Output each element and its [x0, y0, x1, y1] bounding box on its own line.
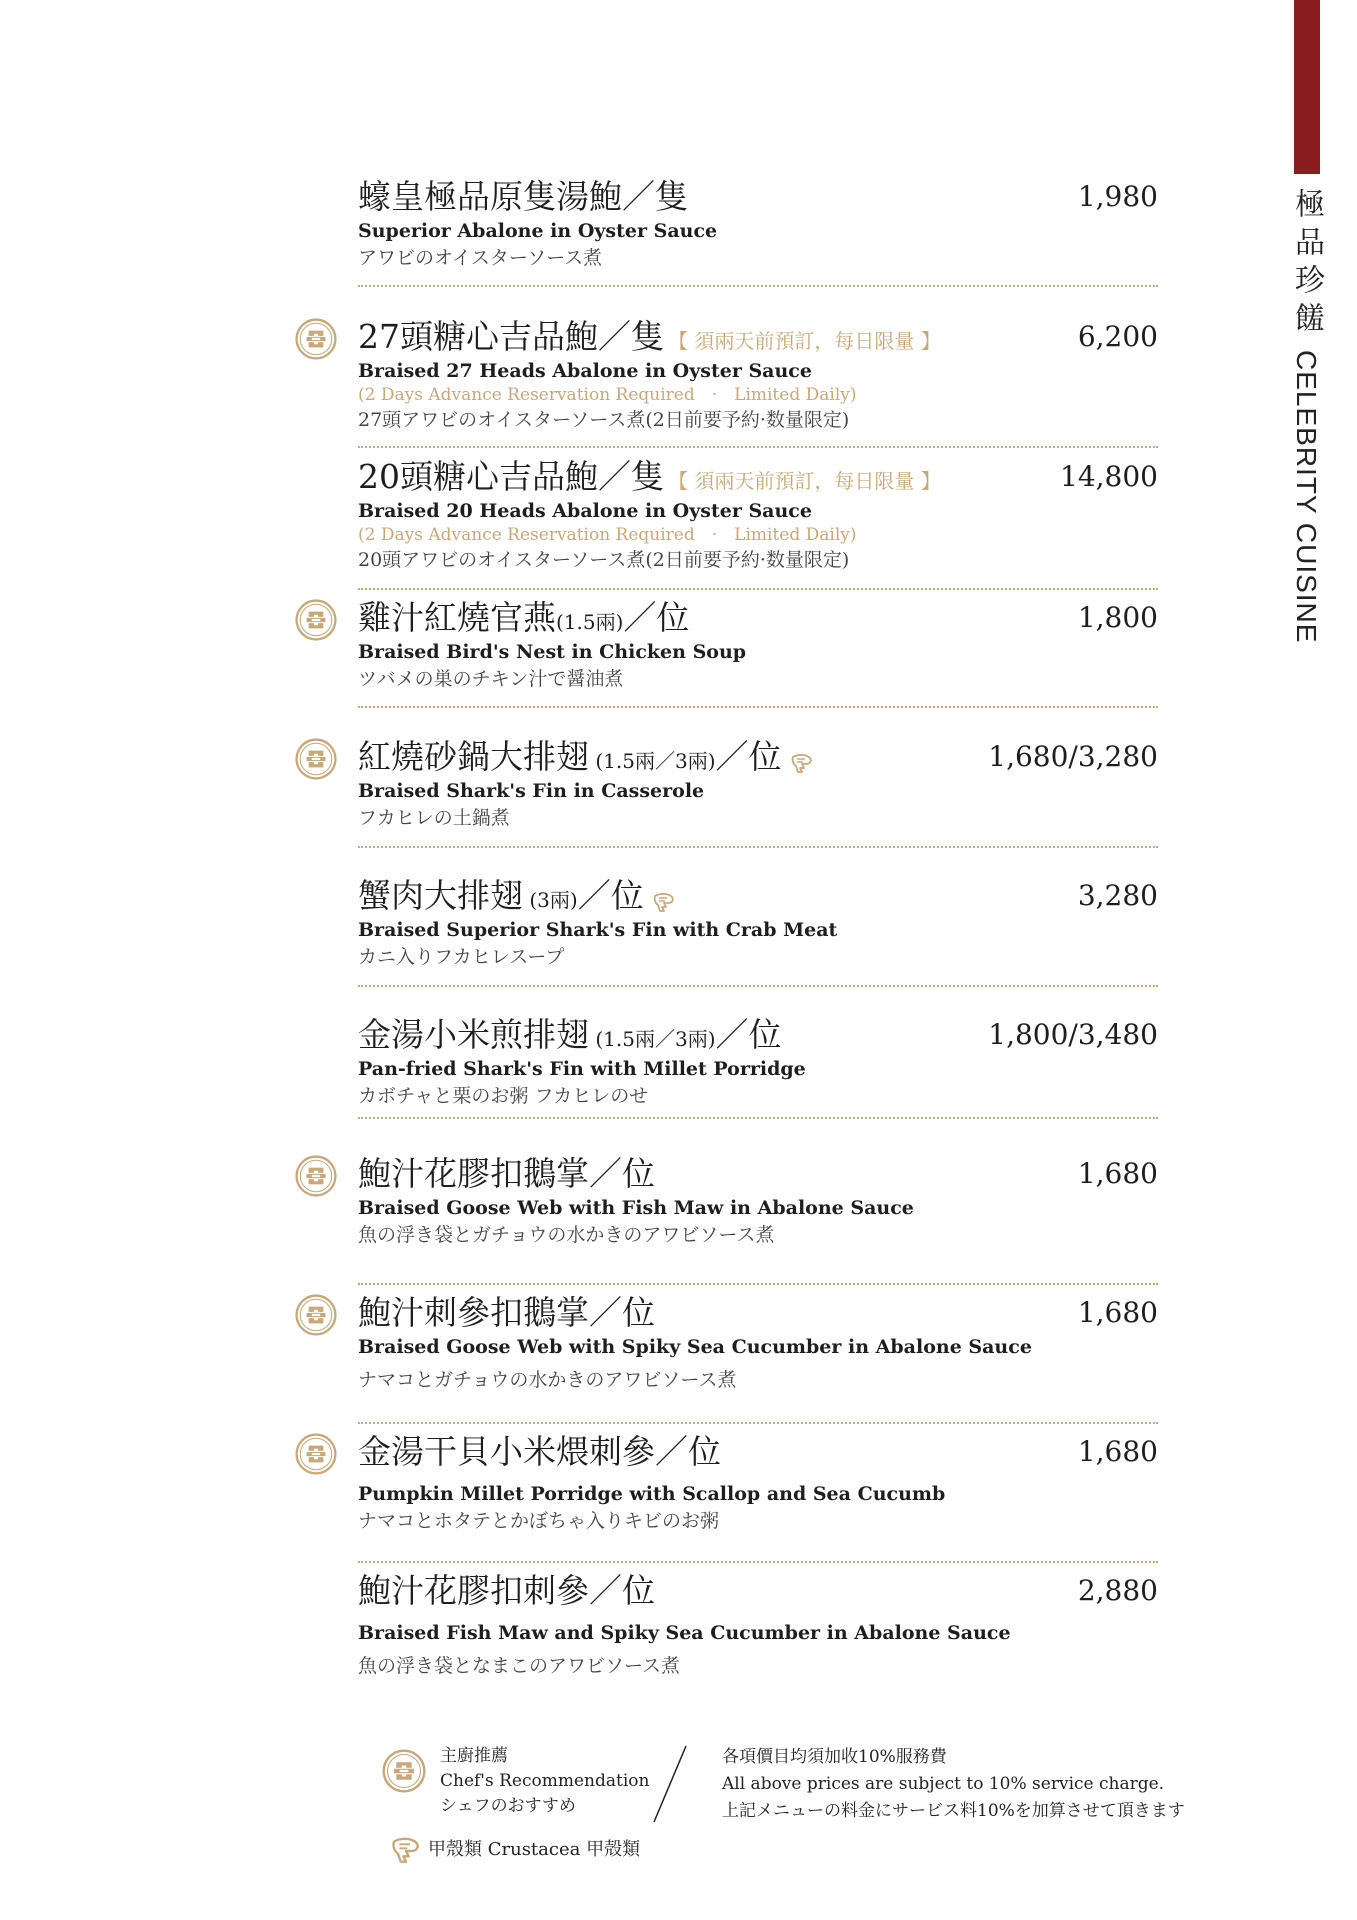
item-name-ja: カボチャと栗のお粥 フカヒレのせ [358, 1085, 649, 1107]
item-price: 2,880 [1077, 1574, 1158, 1607]
divider [358, 1117, 1158, 1119]
menu-item [358, 1014, 1158, 1110]
menu-item [358, 1292, 1158, 1394]
item-name-zh: 蠔皇極品原隻湯鮑／隻 [358, 177, 688, 216]
item-name-en: Braised 20 Heads Abalone in Oyster Sauce [358, 500, 812, 522]
item-note-en: (2 Days Advance Reservation Required · Limited Daily) [358, 525, 857, 545]
chef-recommendation-icon [295, 318, 337, 360]
item-name-zh: 金湯干貝小米煨刺參／位 [358, 1432, 721, 1471]
item-name-zh: 20頭糖心吉品鮑／隻 [358, 457, 664, 496]
item-note: 【 須兩天前預訂，每日限量 】 [668, 329, 941, 353]
menu-item [358, 316, 1158, 434]
item-price: 1,980 [1077, 180, 1158, 213]
item-price: 1,800 [1077, 601, 1158, 634]
menu-item [358, 736, 1158, 832]
item-name-en: Braised 27 Heads Abalone in Oyster Sauce [358, 360, 812, 382]
item-name-ja: カニ入りフカヒレスープ [358, 946, 565, 968]
item-name-en: Braised Fish Maw and Spiky Sea Cucumber in Abalone Sauce [358, 1622, 1011, 1644]
service-charge-zh: 各項價目均須加收10%服務費 [722, 1747, 947, 1767]
chef-recommendation-icon [295, 1433, 337, 1475]
item-name-ja: 魚の浮き袋となまこのアワビソース煮 [358, 1655, 681, 1677]
item-price: 1,680/3,280 [988, 740, 1158, 773]
item-portion: (1.5兩／3兩) [589, 749, 716, 773]
item-price: 1,800/3,480 [988, 1018, 1158, 1051]
menu-item [358, 1153, 1158, 1249]
crustacea-icon [790, 752, 814, 776]
item-name-zh: 紅燒砂鍋大排翅 [358, 737, 589, 776]
menu-item [358, 597, 1158, 693]
item-name-en: Braised Bird's Nest in Chicken Soup [358, 641, 747, 663]
item-portion: (1.5兩) [556, 610, 624, 634]
chef-recommendation-icon [295, 1294, 337, 1336]
legend-divider [650, 1744, 690, 1824]
item-price: 1,680 [1077, 1296, 1158, 1329]
chef-recommendation-icon [382, 1749, 426, 1793]
item-name-en: Pumpkin Millet Porridge with Scallop and Sea Cucumb [358, 1483, 946, 1505]
item-unit: ／位 [715, 737, 782, 776]
item-name-en: Pan-fried Shark's Fin with Millet Porridge [358, 1058, 806, 1080]
divider [358, 846, 1158, 848]
menu-item [358, 176, 1158, 272]
item-name-en: Braised Shark's Fin in Casserole [358, 780, 705, 802]
divider [358, 1422, 1158, 1424]
item-price: 14,800 [1060, 460, 1158, 493]
item-name-en: Braised Goose Web with Spiky Sea Cucumber in Abalone Sauce [358, 1336, 1032, 1358]
menu-item [358, 875, 1158, 971]
item-name-zh: 鮑汁花膠扣刺參／位 [358, 1571, 655, 1610]
item-note: 【 須兩天前預訂，每日限量 】 [668, 469, 941, 493]
divider [358, 446, 1158, 448]
chef-recommendation-icon [295, 599, 337, 641]
service-charge-note [722, 1744, 1185, 1825]
item-name-zh: 雞汁紅燒官燕 [358, 598, 556, 637]
legend-crustacea: 甲殼類 Crustacea 甲殻類 [428, 1839, 641, 1860]
menu-item [358, 1431, 1158, 1535]
menu-item [358, 456, 1158, 574]
item-unit: ／位 [715, 1015, 782, 1054]
item-unit: ／位 [577, 876, 644, 915]
item-portion: (3兩) [523, 888, 578, 912]
item-name-ja: ナマコとガチョウの水かきのアワビソース煮 [358, 1369, 737, 1391]
legend-rec-ja: シェフのおすすめ [440, 1796, 576, 1816]
side-accent-bar [1294, 0, 1320, 174]
divider [358, 1561, 1158, 1563]
divider [358, 588, 1158, 590]
crustacea-icon [652, 891, 676, 915]
item-price: 1,680 [1077, 1435, 1158, 1468]
item-price: 3,280 [1077, 879, 1158, 912]
divider [358, 1283, 1158, 1285]
item-name-ja: ナマコとホタテとかぼちゃ入りキビのお粥 [358, 1510, 720, 1532]
crustacea-icon [390, 1835, 422, 1867]
item-price: 6,200 [1077, 320, 1158, 353]
item-name-ja: ツバメの巣のチキン汁で醤油煮 [358, 668, 624, 690]
item-name-zh: 27頭糖心吉品鮑／隻 [358, 317, 664, 356]
menu-item [358, 1570, 1158, 1680]
item-name-ja: 魚の浮き袋とガチョウの水かきのアワビソース煮 [358, 1224, 775, 1246]
item-name-zh: 鮑汁花膠扣鵝掌／位 [358, 1154, 655, 1193]
section-title-zh: 極品珍饈 [1289, 188, 1324, 340]
divider [358, 285, 1158, 287]
chef-recommendation-icon [295, 738, 337, 780]
item-note-en: (2 Days Advance Reservation Required · Limited Daily) [358, 385, 857, 405]
item-portion: (1.5兩／3兩) [589, 1027, 716, 1051]
item-name-ja: 20頭アワビのオイスターソース煮(2日前要予約·数量限定) [358, 549, 850, 571]
item-name-en: Superior Abalone in Oyster Sauce [358, 220, 718, 242]
section-title-en: CELEBRITY CUISINE [1291, 350, 1322, 644]
legend-rec-zh: 主廚推薦 [440, 1746, 508, 1766]
item-name-ja: 27頭アワビのオイスターソース煮(2日前要予約·数量限定) [358, 409, 850, 431]
chef-recommendation-icon [295, 1155, 337, 1197]
item-name-en: Braised Goose Web with Fish Maw in Abalone Sauce [358, 1197, 914, 1219]
item-price: 1,680 [1077, 1157, 1158, 1190]
legend-recommendation [440, 1744, 649, 1819]
item-name-zh: 金湯小米煎排翅 [358, 1015, 589, 1054]
section-title [1288, 188, 1328, 643]
divider [358, 985, 1158, 987]
item-name-ja: アワビのオイスターソース煮 [358, 247, 603, 269]
divider [358, 706, 1158, 708]
item-name-en: Braised Superior Shark's Fin with Crab Meat [358, 919, 838, 941]
item-name-ja: フカヒレの土鍋煮 [358, 807, 510, 829]
item-unit: ／位 [623, 598, 690, 637]
item-name-zh: 鮑汁刺參扣鵝掌／位 [358, 1293, 655, 1332]
item-name-zh: 蟹肉大排翅 [358, 876, 523, 915]
legend-rec-en: Chef's Recommendation [440, 1771, 650, 1791]
service-charge-en: All above prices are subject to 10% service charge. [722, 1774, 1165, 1794]
service-charge-ja: 上記メニューの料金にサービス料10%を加算させて頂きます [722, 1801, 1185, 1821]
